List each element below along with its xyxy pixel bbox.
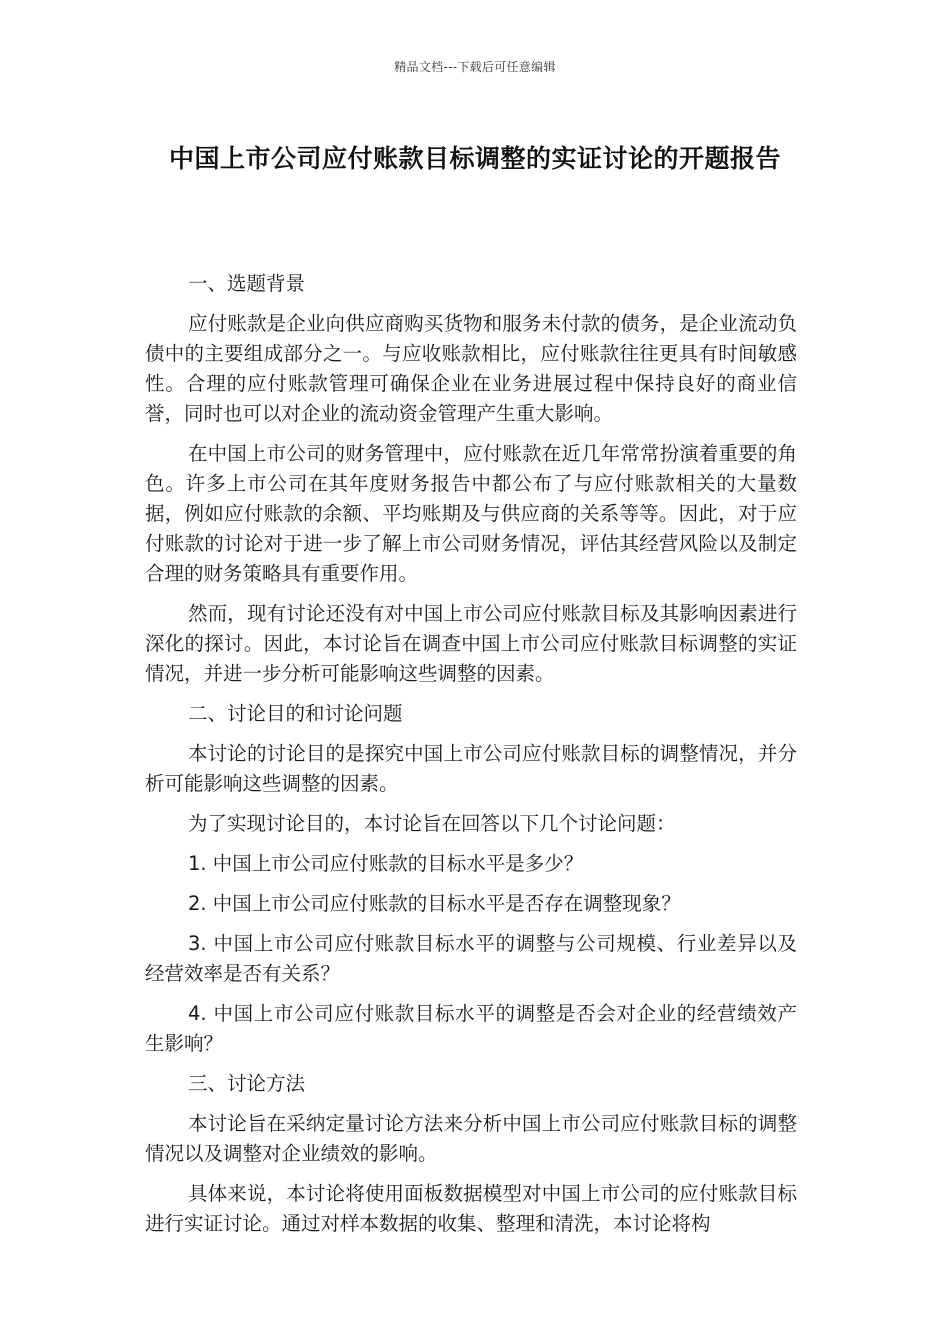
question-item-2: 2. 中国上市公司应付账款的目标水平是否存在调整现象？: [188, 892, 681, 915]
paragraph: 为了实现讨论目的，本讨论旨在回答以下几个讨论问题：: [188, 812, 676, 835]
question-item-1: 1. 中国上市公司应付账款的目标水平是多少？: [188, 852, 584, 875]
paragraph: 本讨论的讨论目的是探究中国上市公司应付账款目标的调整情况，并分析可能影响这些调整的因素。: [145, 742, 797, 795]
document-title: 中国上市公司应付账款目标调整的实证讨论的开题报告: [168, 144, 781, 173]
question-item-4: 4. 中国上市公司应付账款目标水平的调整是否会对企业的经营绩效产生影响？: [145, 1002, 797, 1055]
paragraph: 应付账款是企业向供应商购买货物和服务未付款的债务，是企业流动负债中的主要组成部分之一。与应收账款相比，应付账款往往更具有时间敏感性。合理的应付账款管理可确保企业在业务进展过程中保持良好的商业信誉，同时也可以对企业的流动资金管理产生重大影响。: [145, 312, 797, 425]
page-header: 精品文档---下载后可任意编辑: [394, 60, 556, 74]
section-heading-methods: 三、讨论方法: [188, 1072, 306, 1095]
paragraph: 然而，现有讨论还没有对中国上市公司应付账款目标及其影响因素进行深化的探讨。因此，本讨论旨在调查中国上市公司应付账款目标调整的实证情况，并进一步分析可能影响这些调整的因素。: [145, 602, 797, 685]
section-heading-background: 一、选题背景: [188, 272, 306, 295]
question-item-3: 3. 中国上市公司应付账款目标水平的调整与公司规模、行业差异以及经营效率是否有关系？: [145, 932, 797, 985]
paragraph: 在中国上市公司的财务管理中，应付账款在近几年常常扮演着重要的角色。许多上市公司在其年度财务报告中都公布了与应付账款相关的大量数据，例如应付账款的余额、平均账期及与供应商的关系等等。因此，对于应付账款的讨论对于进一步了解上市公司财务情况，评估其经营风险以及制定合理的财务策略具有重要作用。: [145, 442, 797, 585]
paragraph: 本讨论旨在采纳定量讨论方法来分析中国上市公司应付账款目标的调整情况以及调整对企业绩效的影响。: [145, 1112, 797, 1165]
document-body: [145, 269, 797, 1249]
paragraph: 具体来说，本讨论将使用面板数据模型对中国上市公司的应付账款目标进行实证讨论。通过对样本数据的收集、整理和清洗，本讨论将构: [145, 1182, 797, 1235]
section-heading-objectives: 二、讨论目的和讨论问题: [188, 702, 403, 725]
